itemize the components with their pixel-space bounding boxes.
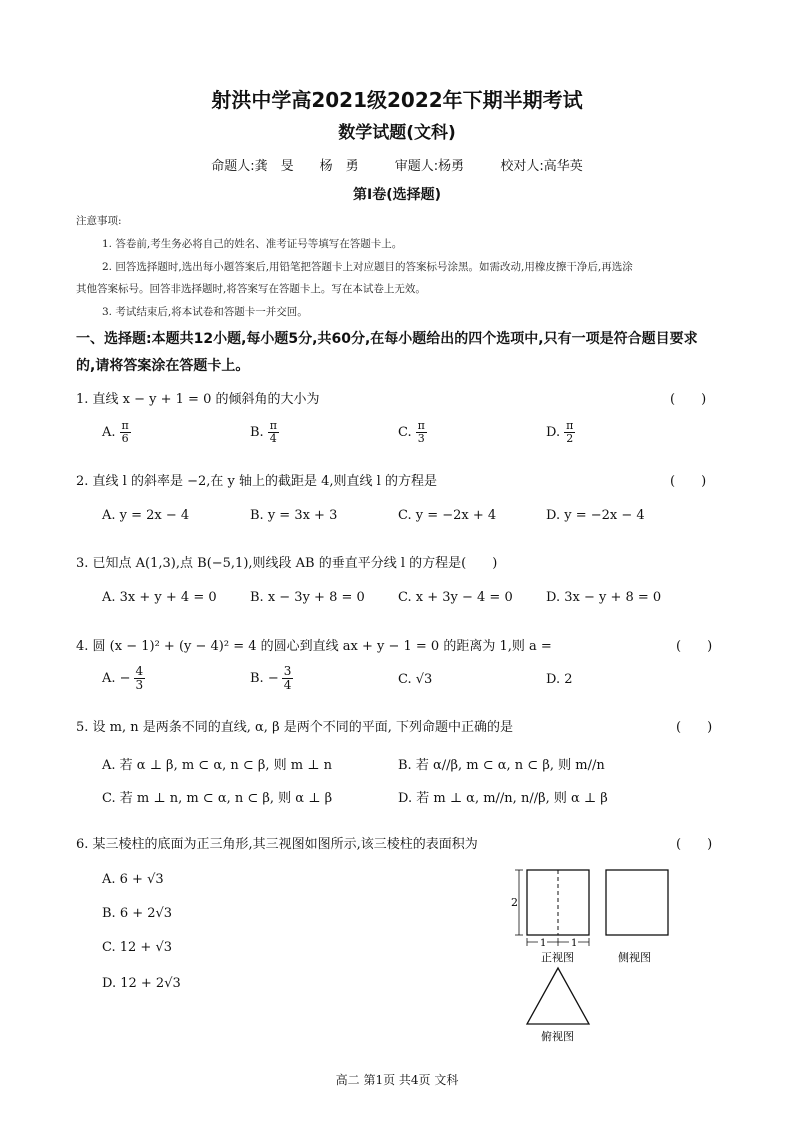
denominator: 3 — [135, 678, 144, 692]
answer-paren-6: ( ) — [676, 837, 713, 852]
option-letter: C. — [398, 425, 412, 440]
option-letter: A. — [102, 425, 116, 440]
three-view-figure — [505, 860, 685, 1045]
note-3: 3. 考试结束后,将本试卷和答题卡一并交回。 — [102, 306, 308, 318]
denominator: 6 — [121, 432, 129, 445]
answer-paren-1: ( ) — [670, 392, 707, 407]
question-6-stem: 6. 某三棱柱的底面为正三角形,其三视图如图所示,该三棱柱的表面积为 — [76, 837, 478, 852]
note-2-cont: 其他答案标号。回答非选择题时,将答案写在答题卡上。写在本试卷上无效。 — [76, 283, 426, 295]
option-1b — [250, 420, 279, 445]
option-6a: A. 6 + √3 — [102, 872, 164, 887]
option-letter: A. − — [102, 671, 131, 686]
answer-paren-5: ( ) — [676, 720, 713, 735]
note-1: 1. 答卷前,考生务必将自己的姓名、准考证号等填写在答题卡上。 — [102, 238, 403, 250]
fraction — [564, 420, 575, 445]
denominator: 4 — [283, 678, 292, 692]
option-2d: D. y = −2x − 4 — [546, 508, 645, 523]
fraction — [416, 420, 427, 445]
denominator: 2 — [566, 432, 574, 445]
option-3a: A. 3x + y + 4 = 0 — [102, 590, 217, 605]
numerator: 4 — [135, 664, 144, 678]
volume-heading: 第Ⅰ卷(选择题) — [352, 187, 441, 203]
option-6d: D. 12 + 2√3 — [102, 976, 181, 991]
question-4-stem: 4. 圆 (x − 1)² + (y − 4)² = 4 的圆心到直线 ax + y − 1 = 0 的距离为 1,则 a = — [76, 639, 552, 654]
numerator: π — [121, 419, 129, 432]
option-3d: D. 3x − y + 8 = 0 — [546, 590, 662, 605]
fraction — [282, 665, 294, 692]
option-letter: B. − — [250, 671, 279, 686]
numerator: π — [417, 419, 425, 432]
option-4d: D. 2 — [546, 672, 573, 687]
option-4a — [102, 665, 145, 692]
option-1c — [398, 420, 427, 445]
question-5-stem: 5. 设 m, n 是两条不同的直线, α, β 是两个不同的平面, 下列命题中正确的是 — [76, 720, 513, 735]
option-4c: C. √3 — [398, 672, 433, 687]
answer-paren-4: ( ) — [676, 639, 713, 654]
reviewer: 审题人:杨勇 — [394, 159, 465, 174]
notes-heading: 注意事项: — [76, 215, 122, 227]
option-2c: C. y = −2x + 4 — [398, 508, 497, 523]
author-line — [0, 155, 794, 174]
height-label: 2 — [511, 896, 518, 909]
top-view-triangle — [527, 968, 589, 1024]
option-1a — [102, 420, 131, 445]
option-2a: A. y = 2x − 4 — [102, 508, 190, 523]
answer-paren-2: ( ) — [670, 474, 707, 489]
option-6c: C. 12 + √3 — [102, 940, 173, 955]
exam-subtitle: 数学试题(文科) — [338, 123, 456, 143]
option-5c: C. 若 m ⊥ n, m ⊂ α, n ⊂ β, 则 α ⊥ β — [102, 791, 333, 806]
proposer: 命题人:龚 旻 杨 勇 — [211, 159, 359, 174]
question-3-stem: 3. 已知点 A(1,3),点 B(−5,1),则线段 AB 的垂直平分线 l 的方程是( ) — [76, 556, 498, 571]
proofreader: 校对人:高华英 — [500, 159, 583, 174]
section-heading-cont: 的,请将答案涂在答题卡上。 — [76, 358, 250, 374]
side-view-label: 侧视图 — [618, 951, 651, 964]
width-label-2: 1 — [571, 938, 578, 949]
section-heading: 一、选择题:本题共12小题,每小题5分,共60分,在每小题给出的四个选项中,只有一项是符合题目要求 — [76, 331, 698, 347]
fraction — [120, 420, 131, 445]
option-3c: C. x + 3y − 4 = 0 — [398, 590, 513, 605]
numerator: π — [269, 419, 277, 432]
option-letter: B. — [250, 425, 264, 440]
denominator: 4 — [269, 432, 277, 445]
option-5a: A. 若 α ⊥ β, m ⊂ α, n ⊂ β, 则 m ⊥ n — [102, 758, 332, 773]
note-2: 2. 回答选择题时,选出每小题答案后,用铅笔把答题卡上对应题目的答案标号涂黑。如需改动,用橡皮擦干净后,再选涂 — [102, 261, 633, 273]
side-view-rect — [606, 870, 668, 935]
option-2b: B. y = 3x + 3 — [250, 508, 338, 523]
question-1-stem: 1. 直线 x − y + 1 = 0 的倾斜角的大小为 — [76, 392, 320, 407]
numerator: π — [566, 419, 574, 432]
option-1d — [546, 420, 575, 445]
fraction — [134, 665, 146, 692]
numerator: 3 — [283, 664, 292, 678]
option-6b: B. 6 + 2√3 — [102, 906, 173, 921]
option-5d: D. 若 m ⊥ α, m//n, n//β, 则 α ⊥ β — [398, 791, 608, 806]
top-view-label: 俯视图 — [541, 1030, 574, 1043]
fraction — [268, 420, 279, 445]
option-5b: B. 若 α//β, m ⊂ α, n ⊂ β, 则 m//n — [398, 758, 605, 773]
denominator: 3 — [417, 432, 425, 445]
option-3b: B. x − 3y + 8 = 0 — [250, 590, 365, 605]
exam-title: 射洪中学高2021级2022年下期半期考试 — [211, 88, 583, 112]
front-view-label: 正视图 — [541, 951, 574, 964]
option-letter: D. — [546, 425, 561, 440]
page-footer: 高二 第1页 共4页 文科 — [335, 1073, 459, 1087]
width-label-1: 1 — [540, 938, 547, 949]
question-2-stem: 2. 直线 l 的斜率是 −2,在 y 轴上的截距是 4,则直线 l 的方程是 — [76, 474, 437, 489]
option-4b — [250, 665, 293, 692]
